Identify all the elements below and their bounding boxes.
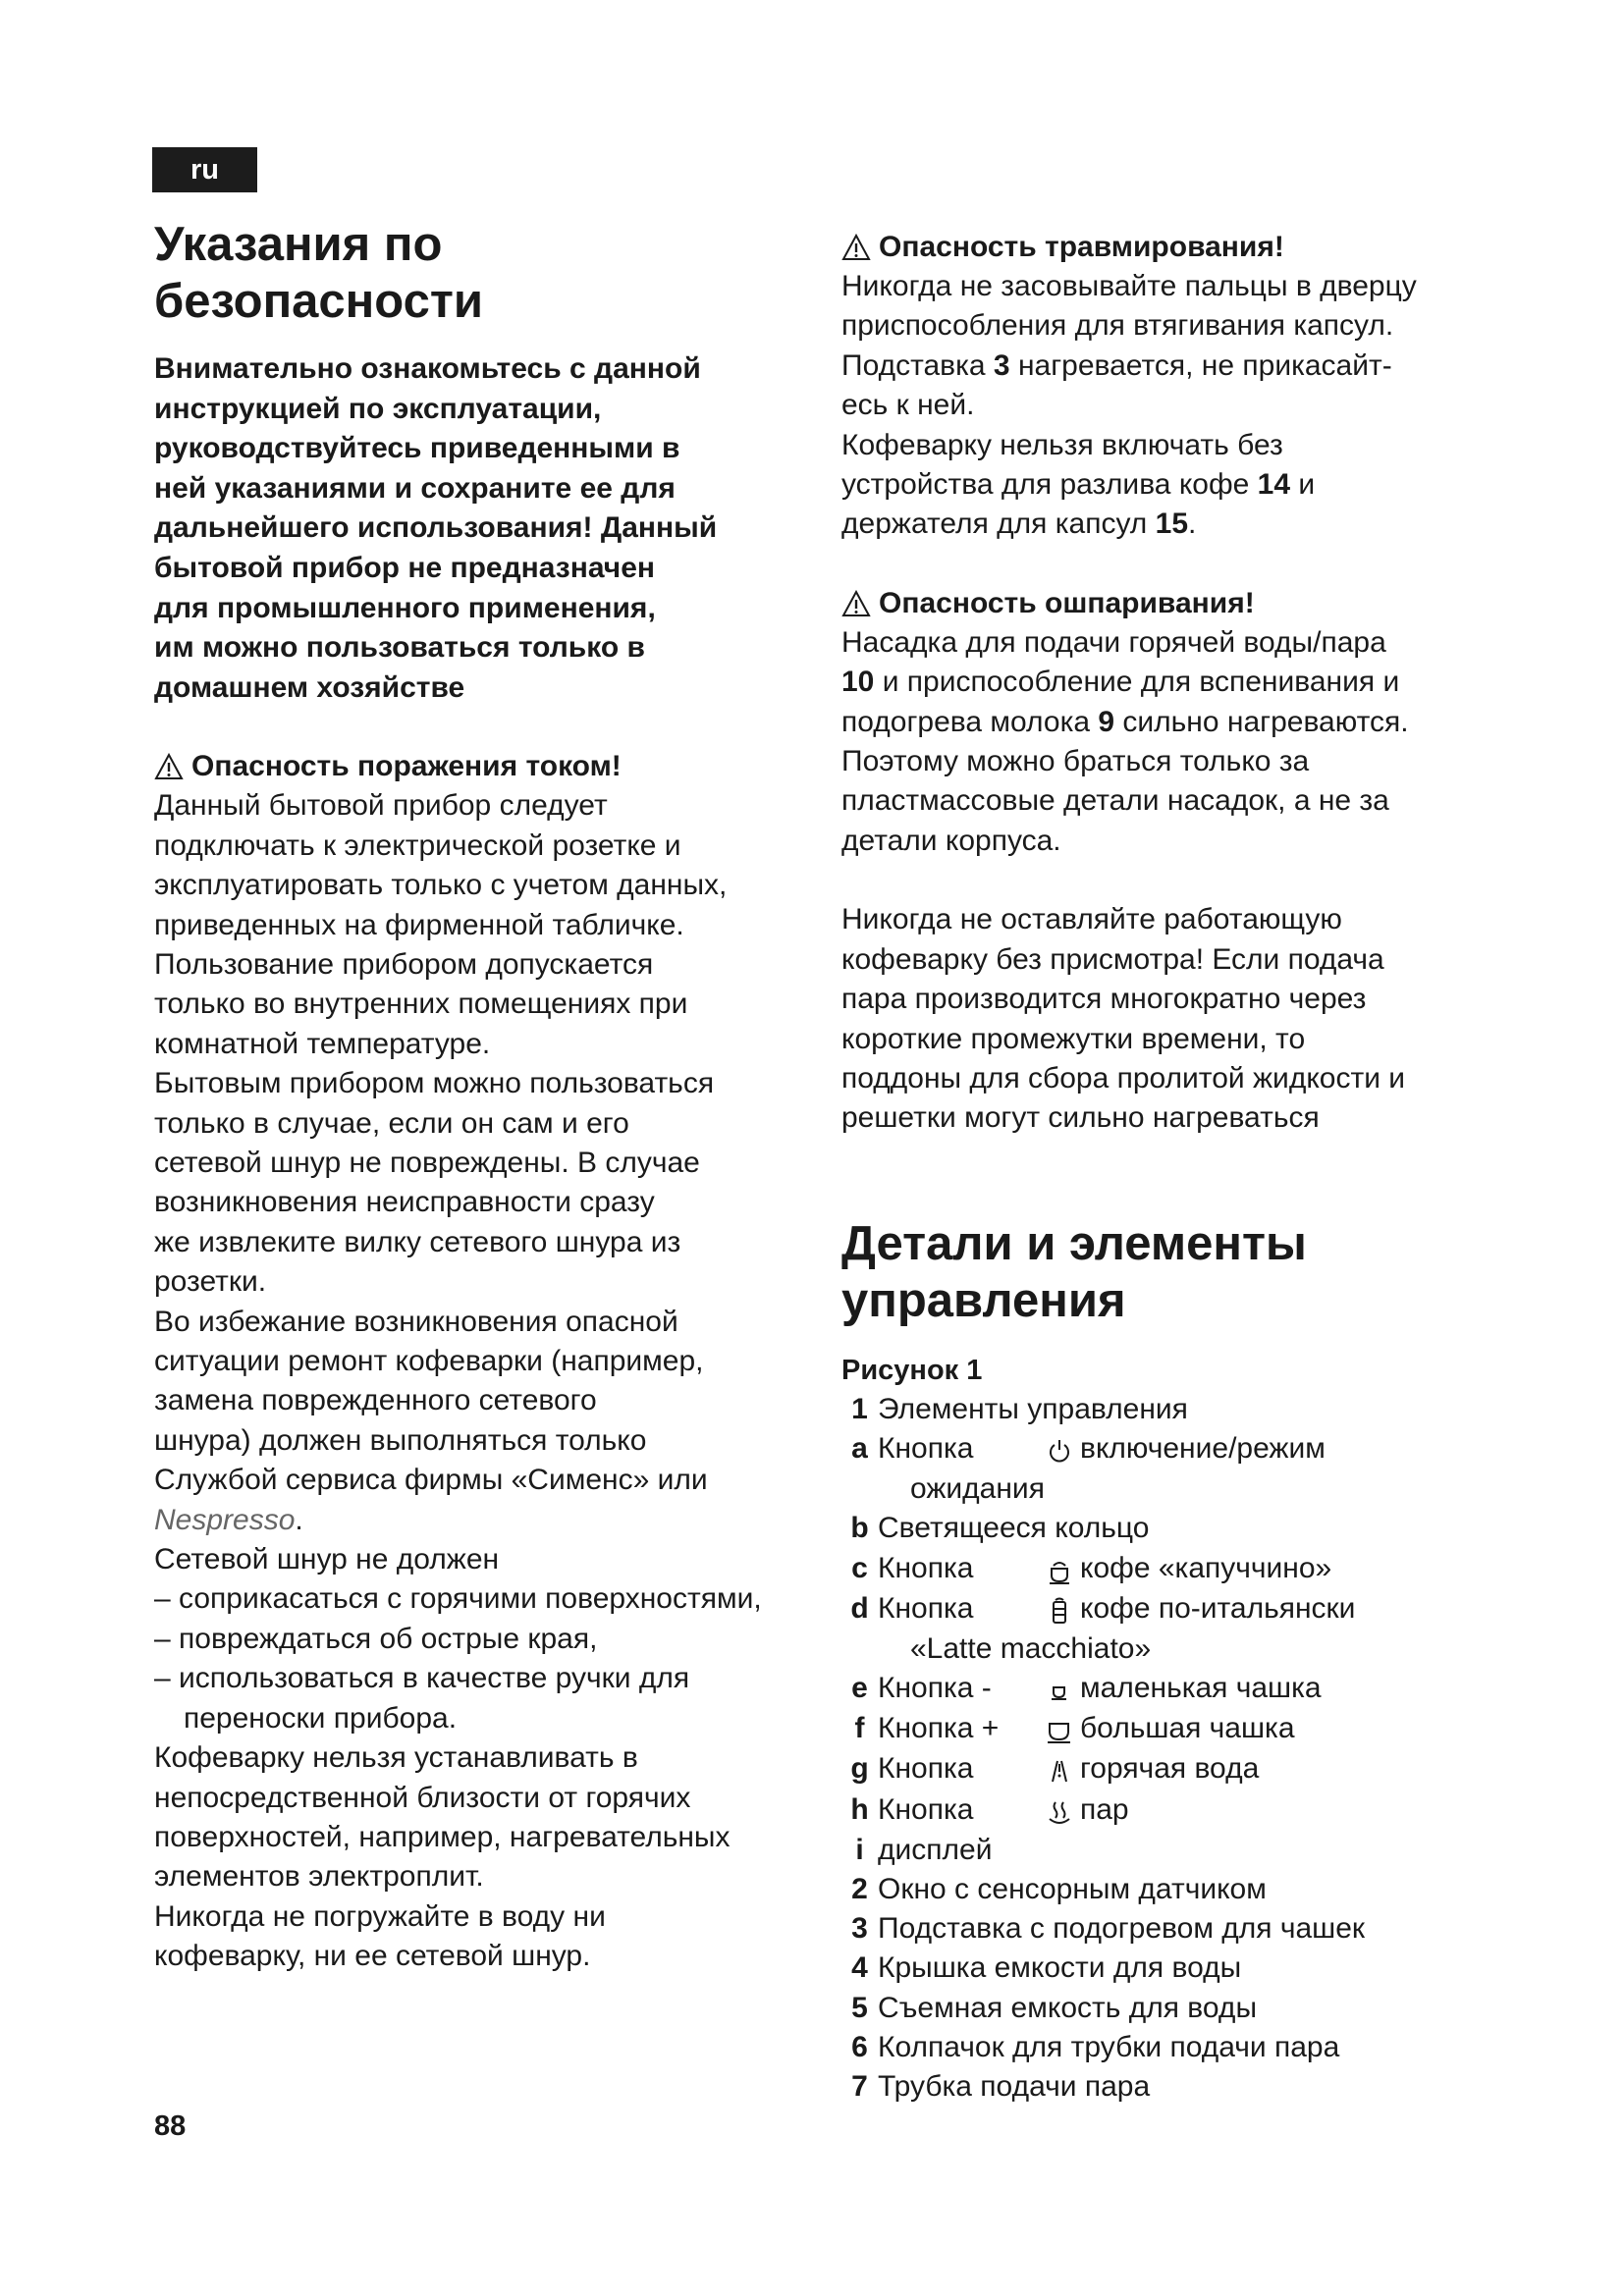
scald-text: Насадка для подачи горячей воды/пара 10 и приспособление для вспенивания и подогрева молока 9 сильно нагреваются. Поэтому можно браться только за пластмассовые детали насадок, а не за детали корпуса. [841,625,1409,857]
legend-item: b Светящееся кольцо [850,1512,1150,1545]
parts-legend [841,1390,1489,2107]
hot-water-icon [1045,1750,1080,1789]
legend-item: 5 Съемная емкость для воды [851,1991,1258,2024]
legend-item: g Кнопка горячая вода [841,1749,1489,1789]
list-item: – соприкасаться с горячими поверхностями, [154,1582,762,1616]
list-item: – использоваться в качестве ручки для переноски прибора. [154,1662,690,1735]
nespresso-brand: Nespresso [154,1503,296,1536]
shock-text: Данный бытовой прибор следует подключать к электрической розетке и эксплуатировать только с учетом данных, приведенных на фирменной табличке. Пользование прибором допускается только во внутренних помещениях при комнатной температуре. Бытовым прибором можно пользоваться только в случае, если он сам и его сетевой шнур не повреждены. В случае возникновения неисправности сразу же извлеките вилку сетевого шнура из розетки. Во избежание возникновения опасной ситуации ремонт кофеварки (например, замена поврежденного сетевого шнура) должен выполняться только Службой сервиса фирмы «Сименс» или Nespresso. Сетевой шнур не должен [154,789,728,1576]
figure-title: Рисунок 1 [841,1354,983,1386]
legend-item: i дисплей [855,1833,993,1866]
injury-text: Никогда не засовывайте пальцы в дверцу приспособления для втягивания капсул. Подставка 3 нагревается, не прикасайт- есь к ней. Кофеварку нельзя включать без устройства для разлива кофе 14 и держателя для капсул 15. [841,270,1417,541]
legend-item: e Кнопка - маленькая чашка [841,1669,1489,1709]
legend-item: f Кнопка + большая чашка [841,1709,1489,1749]
small-cup-icon [1045,1670,1080,1709]
legend-item: 3 Подставка с подогревом для чашек [851,1912,1366,1946]
right-column [841,228,1489,2107]
legend-item: 1 Элементы управления [851,1392,1188,1425]
warning-triangle-icon [841,590,871,617]
legend-item: a Кнопка включение/режим [841,1429,1489,1469]
large-cup-icon [1045,1710,1080,1749]
language-tab: ru [152,147,257,192]
legend-item: 7 Трубка подачи пара [851,2069,1151,2103]
legend-item: d Кнопка кофе по-итальянски [841,1589,1489,1629]
safety-title: Указания по безопасности [154,218,483,328]
legend-item: 2 Окно с сенсорным датчиком [851,1872,1267,1905]
legend-item: c Кнопка кофе «капуччино» [841,1549,1489,1589]
latte-icon [1045,1590,1080,1629]
list-item: – повреждаться об острые края, [154,1622,598,1655]
power-icon [1045,1430,1080,1469]
intro-paragraph: Внимательно ознакомьтесь с данной инструкцией по эксплуатации, руководствуйтесь приведенными в ней указаниями и сохраните ее для дальнейшего использования! Данный бытовой прибор не предназначен для промышленного применения, им можно пользоваться только в домашнем хозяйстве [154,352,718,704]
left-column [154,216,822,1977]
steam-icon [1045,1791,1080,1831]
legend-item-continued: «Latte macchiato» [910,1631,1152,1665]
legend-item: h Кнопка пар [841,1790,1489,1831]
legend-item: 6 Колпачок для трубки подачи пара [851,2030,1340,2063]
injury-danger-heading: Опасность травмирования! [841,228,1489,267]
warning-triangle-icon [154,753,184,780]
placement-text: Кофеварку нельзя устанавливать в непосредственной близости от горячих поверхностей, например, нагревательных элементов электроплит. Никогда не погружайте в воду ни кофеварку, ни ее сетевой шнур. [154,1741,731,1973]
scald-danger-heading: Опасность ошпаривания! [841,584,1489,623]
shock-danger-heading: Опасность поражения током! [154,747,822,786]
unattended-text: Никогда не оставляйте работающую кофеварку без присмотра! Если подача пара производится многократно через короткие промежутки времени, то поддоны для сбора пролитой жидкости и решетки могут сильно нагреваться [841,903,1406,1135]
warning-triangle-icon [841,234,871,261]
legend-item-continued: ожидания [910,1472,1045,1506]
page-number: 88 [154,2110,187,2142]
legend-item: 4 Крышка емкости для воды [851,1951,1242,1985]
cappuccino-icon [1045,1549,1080,1588]
parts-title: Детали и элементы управления [841,1216,1307,1327]
